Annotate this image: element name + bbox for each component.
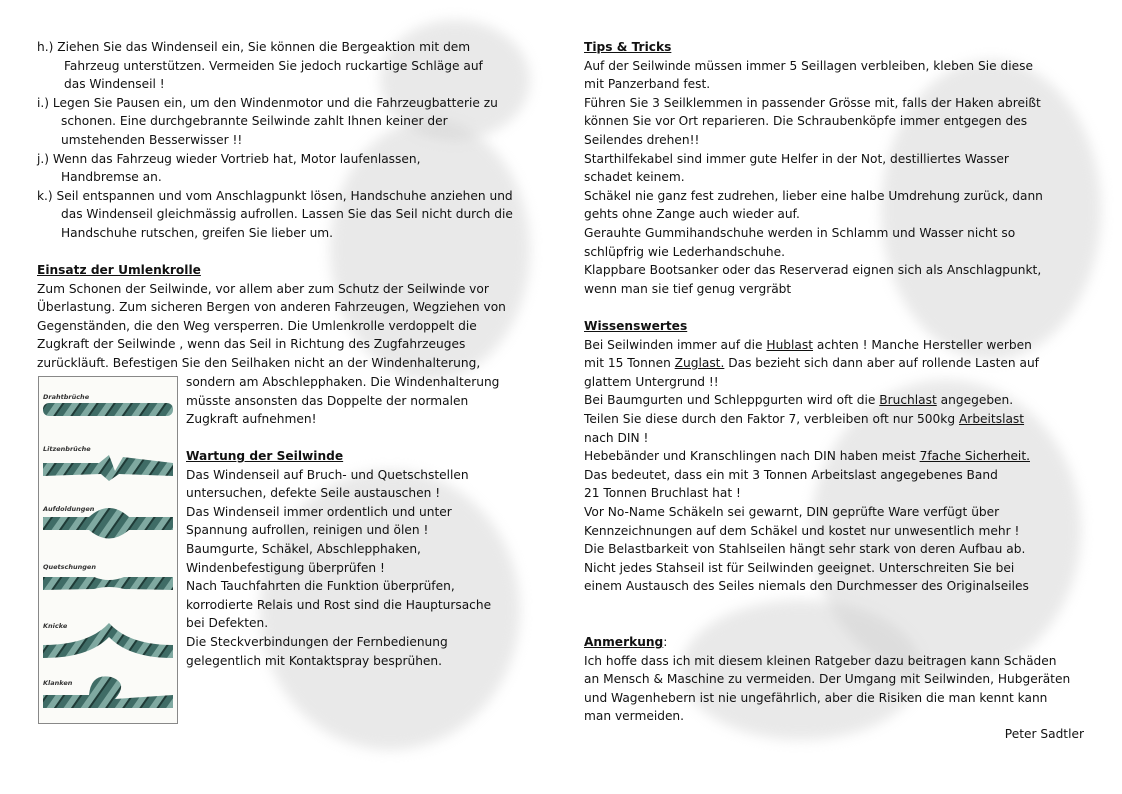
paragraph-line: [584, 447, 1039, 466]
umlenkrolle-section: [37, 261, 506, 373]
paragraph-line: schadet keinem.: [584, 170, 685, 185]
list-item-j-line: j.) Wenn das Fahrzeug wieder Vortrieb hat, Motor laufenlassen,: [37, 151, 421, 166]
paragraph-line: wenn man sie tief genug vergräbt: [584, 281, 792, 296]
paragraph-line: Nicht jedes Stahseil ist für Seilwinden geeignet. Unterschreiten Sie bei: [584, 560, 1015, 575]
text-run: achten ! Manche Hersteller werben: [813, 337, 1032, 352]
rope-label: Quetschungen: [43, 563, 96, 571]
text-run: Hebebänder und Kranschlingen nach DIN haben meist: [584, 449, 920, 464]
list-item-i-line: schonen. Eine durchgebrannte Seilwinde zahlt Ihnen keiner der: [61, 114, 448, 129]
paragraph-line: Baumgurte, Schäkel, Abschlepphaken,: [186, 541, 421, 556]
paragraph-line: Zugkraft der Seilwinde , wenn das Seil in Richtung des Zugfahrzeuges: [37, 337, 466, 352]
rope-label: Litzenbrüche: [43, 445, 91, 453]
list-item-h-line: Fahrzeug unterstützen. Vermeiden Sie jedoch ruckartige Schläge auf: [64, 58, 483, 73]
list-item-k-line: k.) Seil entspannen und vom Anschlagpunkt lösen, Handschuhe anziehen und: [37, 188, 513, 203]
text-run: angegeben.: [936, 393, 1014, 408]
paragraph-line: sondern am Abschlepphaken. Die Windenhalterung: [186, 375, 500, 389]
list-item-i-line: i.) Legen Sie Pausen ein, um den Windenmotor und die Fahrzeugbatterie zu: [37, 95, 498, 110]
rope-label: Knicke: [43, 622, 68, 630]
paragraph-line: nach DIN !: [584, 430, 649, 445]
rope-label: Drahtbrüche: [43, 393, 90, 401]
section-heading: Wartung der Seilwinde: [186, 449, 344, 463]
section-heading: Tips & Tricks: [584, 40, 672, 54]
paragraph-line: Das Windenseil auf Bruch- und Quetschstellen: [186, 467, 469, 482]
list-item-h-line: das Windenseil !: [64, 77, 165, 92]
paragraph-line: Auf der Seilwinde müssen immer 5 Seillagen verbleiben, kleben Sie diese: [584, 58, 1033, 73]
text-run: Bei Seilwinden immer auf die: [584, 337, 767, 352]
paragraph-line: Starthilfekabel sind immer gute Helfer in der Not, destilliertes Wasser: [584, 151, 1009, 166]
paragraph-line: [584, 336, 1039, 355]
paragraph-line: bei Defekten.: [186, 616, 269, 631]
term-zuglast: Zuglast.: [674, 356, 725, 371]
paragraph-line: Die Steckverbindungen der Fernbedienung: [186, 634, 448, 649]
heading-colon: :: [663, 635, 668, 649]
paragraph-line: Gegenständen, die den Weg versperren. Die Umlenkrolle verdoppelt die: [37, 318, 477, 333]
rope-label: Aufdoldungen: [43, 505, 95, 513]
list-item-h-line: h.) Ziehen Sie das Windenseil ein, Sie können die Bergeaktion mit dem: [37, 40, 471, 54]
paragraph-line: Überlastung. Zum sicheren Bergen von anderen Fahrzeugen, Wegziehen von: [37, 300, 506, 315]
section-heading-line: [584, 633, 1070, 652]
list-item-k-line: das Windenseil gleichmässig aufrollen. Lassen Sie das Seil nicht durch die: [61, 207, 513, 222]
umlenkrolle-continued: [186, 373, 499, 429]
paragraph-line: Die Belastbarkeit von Stahlseilen hängt sehr stark von deren Aufbau ab.: [584, 542, 1026, 557]
list-item-k-line: Handschuhe rutschen, greifen Sie lieber um.: [61, 225, 334, 240]
paragraph-line: Klappbare Bootsanker oder das Reserverad eignen sich als Anschlagpunkt,: [584, 263, 1042, 278]
paragraph-line: einem Austausch des Seiles niemals den Durchmesser des Originalseiles: [584, 579, 1029, 594]
text-run: Bei Baumgurten und Schleppgurten wird oft die: [584, 393, 880, 408]
term-sicherheit: 7fache Sicherheit.: [919, 449, 1030, 464]
paragraph-line: können Sie vor Ort reparieren. Die Schraubenköpfe immer entgegen des: [584, 114, 1028, 129]
right-page: [561, 0, 1122, 794]
paragraph-line: müsste ansonsten das Doppelte der normalen: [186, 393, 469, 408]
paragraph-line: korrodierte Relais und Rost sind die Hauptursache: [186, 597, 492, 612]
rope-damage-figure: [38, 376, 178, 724]
paragraph-line: Seilendes drehen!!: [584, 132, 700, 147]
paragraph-line: zurückläuft. Befestigen Sie den Seilhaken nicht an der Windenhalterung,: [37, 355, 481, 370]
paragraph-line: Windenbefestigung überprüfen !: [186, 560, 385, 575]
paragraph-line: Ich hoffe dass ich mit diesem kleinen Ratgeber dazu beitragen kann Schäden: [584, 653, 1057, 668]
paragraph-line: [584, 391, 1039, 410]
wartung-section: [186, 447, 491, 670]
paragraph-line: gelegentlich mit Kontaktspray besprühen.: [186, 653, 443, 668]
section-heading: Anmerkung: [584, 635, 664, 649]
paragraph-line: mit Panzerband fest.: [584, 77, 711, 92]
paragraph-line: gehts ohne Zange auch wieder auf.: [584, 207, 800, 222]
list-item-i-line: umstehenden Besserwisser !!: [61, 132, 243, 147]
rope-label: Klanken: [43, 679, 73, 687]
rope-illustration: [39, 377, 177, 723]
paragraph-line: untersuchen, defekte Seile austauschen !: [186, 486, 441, 501]
paragraph-line: Führen Sie 3 Seilklemmen in passender Grösse mit, falls der Haken abreißt: [584, 95, 1041, 110]
paragraph-line: 21 Tonnen Bruchlast hat !: [584, 486, 741, 501]
paragraph-line: schlüpfrig wie Lederhandschuhe.: [584, 244, 785, 259]
term-hublast: Hublast: [766, 337, 814, 352]
rope-sample-2: [43, 455, 173, 481]
term-bruchlast: Bruchlast: [879, 393, 937, 408]
rope-sample-1: [43, 403, 173, 416]
tips-section: [584, 38, 1043, 298]
paragraph-line: Das bedeutet, dass ein mit 3 Tonnen Arbeitslast angegebenes Band: [584, 467, 998, 482]
paragraph-line: Gerauhte Gummihandschuhe werden in Schlamm und Wasser nicht so: [584, 225, 1016, 240]
paragraph-line: [584, 354, 1039, 373]
paragraph-line: Nach Tauchfahrten die Funktion überprüfen,: [186, 579, 455, 594]
paragraph-line: Kennzeichnungen auf dem Schäkel und kostet nur unwesentlich mehr !: [584, 523, 1020, 538]
paragraph-line: glattem Untergrund !!: [584, 374, 719, 389]
paragraph-line: Zum Schonen der Seilwinde, vor allem aber zum Schutz der Seilwinde vor: [37, 281, 489, 296]
text-run: Das bezieht sich dann aber auf rollende Lasten auf: [724, 356, 1039, 371]
instruction-list: [37, 38, 513, 243]
paragraph-line: man vermeiden.: [584, 709, 685, 724]
wissenswertes-section: [584, 317, 1039, 596]
author-signature: Peter Sadtler: [1004, 727, 1084, 741]
paragraph-line: und Wagenhebern ist nie ungefährlich, aber die Risiken die man kennt kann: [584, 690, 1048, 705]
paragraph-line: [584, 410, 1039, 429]
paragraph-line: Vor No-Name Schäkeln sei gewarnt, DIN geprüfte Ware verfügt über: [584, 504, 1000, 519]
paragraph-line: Spannung aufrollen, reinigen und ölen !: [186, 523, 429, 538]
anmerkung-section: [584, 633, 1070, 726]
term-arbeitslast: Arbeitslast: [958, 411, 1025, 426]
text-run: Teilen Sie diese durch den Faktor 7, verbleiben oft nur 500kg: [584, 411, 959, 426]
section-heading: Wissenswertes: [584, 319, 688, 333]
section-heading: Einsatz der Umlenkrolle: [37, 263, 201, 277]
rope-sample-4: [43, 577, 173, 590]
paragraph-line: an Mensch & Maschine zu vermeiden. Der Umgang mit Seilwinden, Hubgeräten: [584, 672, 1071, 687]
paragraph-line: Das Windenseil immer ordentlich und unter: [186, 504, 452, 519]
list-item-j-line: Handbremse an.: [61, 170, 162, 185]
text-run: mit 15 Tonnen: [584, 356, 675, 371]
paragraph-line: Zugkraft aufnehmen!: [186, 412, 317, 427]
paragraph-line: Schäkel nie ganz fest zudrehen, lieber eine halbe Umdrehung zurück, dann: [584, 188, 1043, 203]
